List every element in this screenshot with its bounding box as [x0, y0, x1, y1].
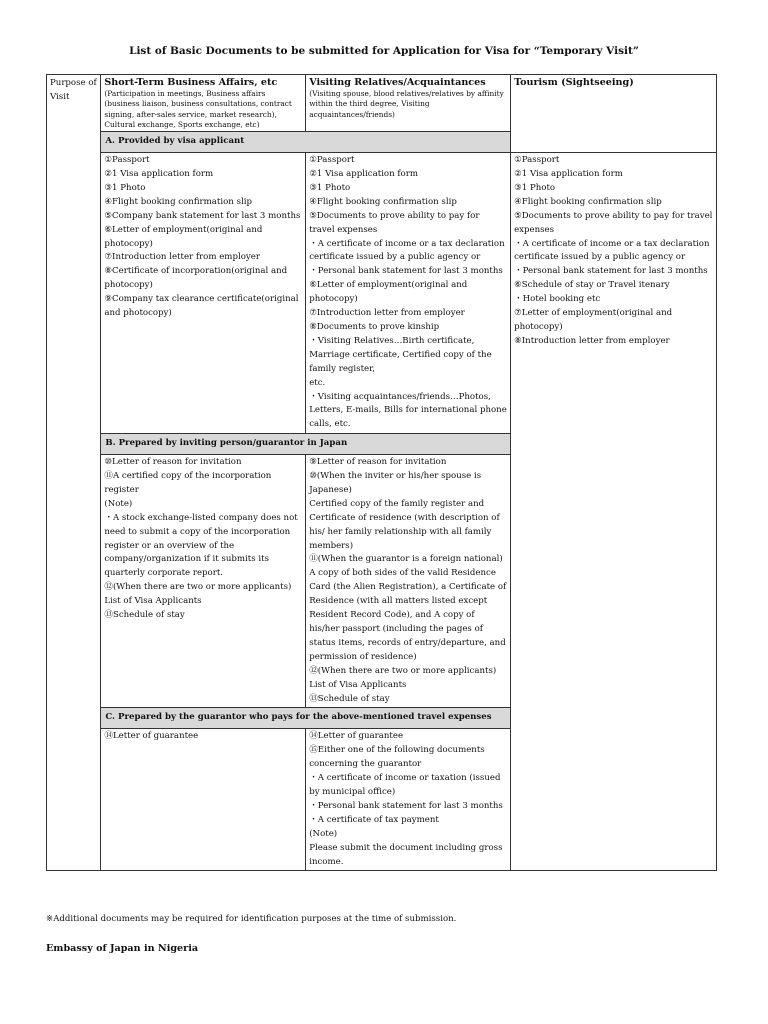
document-list-item: ②1 Visa application form — [309, 169, 418, 179]
document-title: List of Basic Documents to be submitted for Application for Visa for “Temporary Visit” — [129, 45, 639, 57]
section-b-relatives-list — [306, 455, 511, 708]
document-list-item: ・A certificate of tax payment — [309, 814, 439, 825]
document-list-item: ②1 Visa application form — [104, 169, 214, 179]
document-list-item: ・Visiting Relatives…Birth certificate, Marriage certificate, Certified copy of the family register, — [309, 335, 492, 374]
document-list-item: ⑪(When the guarantor is a foreign national) — [309, 554, 503, 565]
column-description: (Participation in meetings, Business affairs (business liaison, business consultations, contract signing, after-sales service, market research), Cultural exchange, Sports exchange, etc) — [104, 89, 292, 129]
document-list-item: ①Passport — [104, 155, 150, 166]
column-header-tourism — [511, 75, 717, 153]
document-list-item: ⑭Letter of guarantee — [104, 731, 199, 742]
document-list-item: ⑧Documents to prove kinship — [309, 321, 440, 332]
document-list-item: (Note) — [104, 498, 133, 509]
section-b-business-list — [101, 455, 306, 708]
document-list-item: ④Flight booking confirmation slip — [514, 196, 662, 207]
document-list-item: ⑩(When the inviter or his/her spouse is Japanese) — [309, 471, 482, 495]
section-c-business-list — [101, 729, 306, 871]
document-list-item: ⑧Introduction letter from employer — [514, 335, 670, 346]
document-list-item: ⑮Either one of the following documents concerning the guarantor — [309, 745, 485, 770]
document-list-item: ③1 Photo — [514, 182, 556, 193]
column-header-relatives — [306, 75, 511, 132]
embassy-signature: Embassy of Japan in Nigeria — [46, 943, 199, 954]
document-list-item: etc. — [309, 377, 326, 388]
purpose-of-visit-label: Purpose of Visit — [47, 75, 101, 871]
section-c-label: C. Prepared by the guarantor who pays for the above-mentioned travel expenses — [101, 708, 511, 729]
document-list-item: ④Flight booking confirmation slip — [309, 196, 457, 207]
document-list-item: ⑨Company tax clearance certificate(original and photocopy) — [104, 294, 299, 319]
document-list-item: ⑤Company bank statement for last 3 months — [104, 210, 301, 221]
header-row — [47, 75, 717, 132]
document-list-item: ⑨Letter of reason for invitation — [309, 457, 447, 468]
column-heading: Tourism (Sightseeing) — [514, 77, 634, 88]
document-list-item: ⑧Certificate of incorporation(original and photocopy) — [104, 266, 288, 291]
column-heading: Visiting Relatives/Acquaintances — [309, 77, 486, 88]
column-description: (Visiting spouse, blood relatives/relatives by affinity within the third degree, Visiting acquaintances/friends) — [309, 89, 504, 119]
document-list-item: ①Passport — [514, 155, 560, 166]
document-list-item: ・Personal bank statement for last 3 months — [309, 266, 503, 277]
document-list-item: ⑦Letter of employment(original and photocopy) — [514, 308, 673, 332]
document-list-item: ・Personal bank statement for last 3 months — [309, 800, 503, 811]
document-list-item: ・A certificate of income or a tax declaration certificate issued by a public agency or — [309, 238, 505, 263]
column-header-business — [101, 75, 306, 132]
document-list-item: ・Hotel booking etc — [514, 294, 601, 305]
document-list-item: Please submit the document including gross income. — [309, 842, 503, 867]
document-list-item: ・A certificate of income or a tax declaration certificate issued by a public agency or — [514, 238, 710, 263]
document-list-item: ⑥Schedule of stay or Travel itenary — [514, 280, 670, 291]
documents-table — [46, 74, 717, 871]
document-list-item: ⑤Documents to prove ability to pay for travel expenses — [514, 210, 713, 235]
document-list-item: A copy of both sides of the valid Residence Card (the Alien Registration), a Certificate of Residence (with all matters listed except Resident Record Code), and A copy of his/her passport (including the pages of status items, records of entry/departure, and permission of residence) — [309, 568, 507, 662]
document-list-item: ⑬Schedule of stay — [104, 610, 185, 621]
section-a-label: A. Provided by visa applicant — [101, 132, 511, 153]
document-list-item: ⑫(When there are two or more applicants) List of Visa Applicants — [309, 665, 497, 690]
document-list-item: ⑫(When there are two or more applicants) List of Visa Applicants — [104, 582, 292, 607]
document-list-item: ・A stock exchange-listed company does not need to submit a copy of the incorporation register or an overview of the company/organization if it submits its quarterly corporate report. — [104, 512, 298, 579]
section-a-tourism-list — [511, 153, 717, 871]
document-list-item: ⑦Introduction letter from employer — [309, 308, 465, 319]
document-list-item: Certified copy of the family register and Certificate of residence (with description of his/ her family relationship with all family members) — [309, 498, 500, 551]
section-b-label: B. Prepared by inviting person/guarantor in Japan — [101, 434, 511, 455]
section-a-row — [47, 153, 717, 434]
section-a-business-list — [101, 153, 306, 434]
document-list-item: ②1 Visa application form — [514, 169, 623, 179]
document-list-item: ⑥Letter of employment(original and photocopy) — [104, 224, 263, 249]
document-list-item: ③1 Photo — [309, 182, 351, 193]
document-list-item: ⑥Letter of employment(original and photocopy) — [309, 280, 468, 305]
document-list-item: ①Passport — [309, 155, 355, 166]
document-list-item: (Note) — [309, 828, 338, 839]
document-list-item: ⑩Letter of reason for invitation — [104, 457, 242, 468]
footnote: ※Additional documents may be required for identification purposes at the time of submission. — [46, 914, 457, 924]
document-list-item: ③1 Photo — [104, 182, 146, 193]
section-a-relatives-list — [306, 153, 511, 434]
document-list-item: ⑦Introduction letter from employer — [104, 252, 260, 263]
document-list-item: ・Personal bank statement for last 3 months — [514, 266, 708, 277]
document-list-item: ・A certificate of income or taxation (issued by municipal office) — [309, 773, 501, 797]
document-list-item: ⑬Schedule of stay — [309, 693, 390, 704]
document-list-item: ⑪A certified copy of the incorporation register — [104, 471, 272, 495]
document-list-item: ④Flight booking confirmation slip — [104, 196, 252, 207]
document-list-item: ⑤Documents to prove ability to pay for travel expenses — [309, 210, 480, 235]
column-heading: Short-Term Business Affairs, etc — [104, 77, 278, 88]
section-c-relatives-list — [306, 729, 511, 871]
document-list-item: ⑭Letter of guarantee — [309, 731, 404, 742]
document-list-item: ・Visiting acquaintances/friends…Photos, Letters, E-mails, Bills for international phone calls, etc. — [309, 391, 507, 430]
